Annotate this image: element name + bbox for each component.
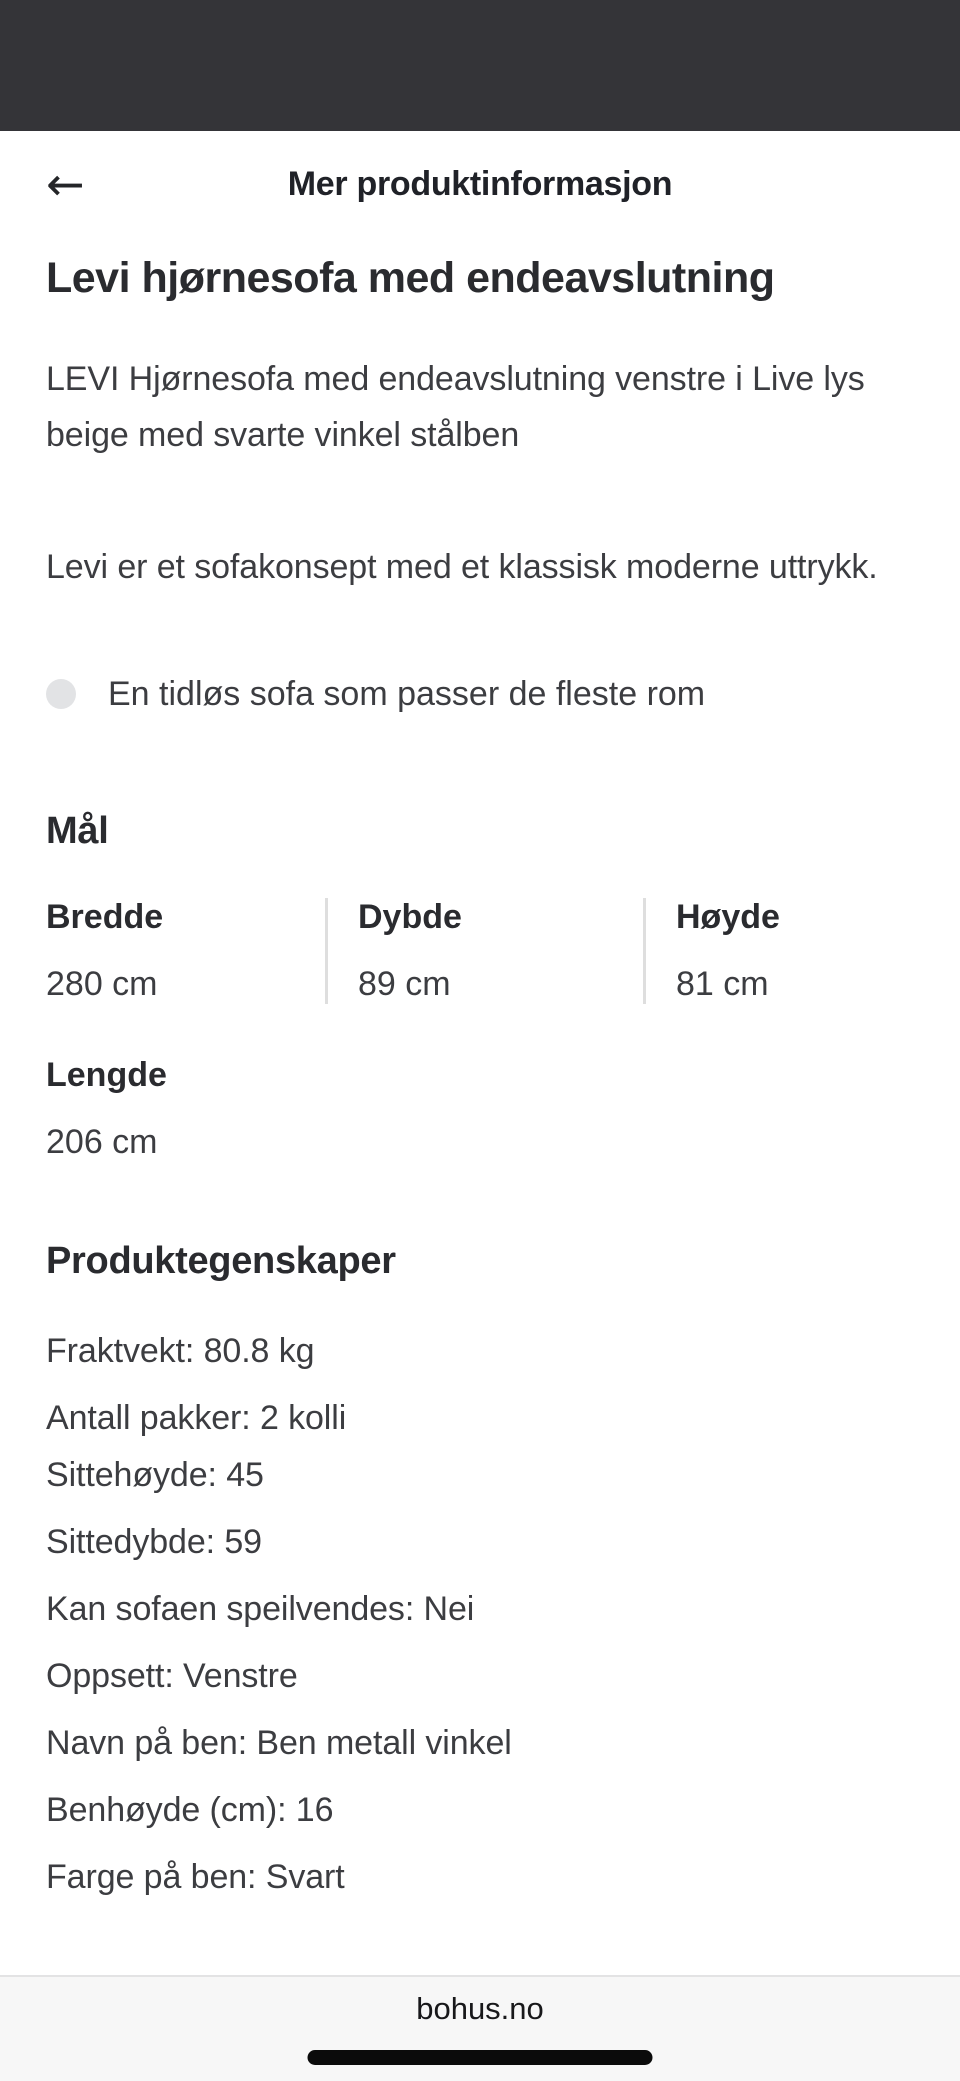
property-item: Oppsett: Venstre [46,1656,298,1695]
dimension-label: Bredde [46,897,164,936]
property-item: Antall pakker: 2 kolli [46,1398,347,1437]
dimension-label: Dybde [358,897,462,936]
property-item: Navn på ben: Ben metall vinkel [46,1723,512,1762]
feature-list [46,675,914,714]
property-item: Sittedybde: 59 [46,1522,262,1561]
product-info-panel [0,253,960,1896]
properties-heading: Produktegenskaper [46,1239,396,1282]
product-description-1: LEVI Hjørnesofa med endeavslutning venstre i Live lys beige med svarte vinkel stålben [46,359,865,454]
dimension-value: 280 cm [46,964,158,1003]
property-item: Fraktvekt: 80.8 kg [46,1331,315,1370]
product-title: Levi hjørnesofa med endeavslutning [46,254,775,302]
back-arrow-icon: ← [46,157,85,211]
browser-url[interactable]: bohus.no [416,1991,544,2026]
property-item: Farge på ben: Svart [46,1857,345,1896]
bullet-dot-icon [46,679,76,709]
dimension-label: Høyde [676,897,780,936]
feature-item [46,675,914,714]
header-title: Mer produktinformasjon [287,164,673,203]
property-list [46,1332,914,1896]
dimension-value: 206 cm [46,1122,158,1161]
browser-bar [0,1975,960,2081]
dimension-value: 81 cm [676,964,769,1003]
dimension-label: Lengde [46,1055,167,1094]
feature-text: En tidløs sofa som passer de fleste rom [108,674,706,713]
status-bar [0,0,960,131]
dimension-hoyde [643,898,914,1004]
property-item: Kan sofaen speilvendes: Nei [46,1589,475,1628]
home-indicator[interactable] [308,2050,653,2065]
back-button[interactable] [46,157,85,211]
dimension-value: 89 cm [358,964,451,1003]
dimensions-heading: Mål [46,809,109,852]
property-item: Sittehøyde: 45 [46,1455,264,1494]
product-description-2: Levi er et sofakonsept med et klassisk moderne uttrykk. [46,547,878,586]
dimensions-grid [46,898,914,1004]
dimension-bredde [46,898,325,1004]
dimension-dybde [325,898,643,1004]
property-item: Benhøyde (cm): 16 [46,1790,334,1829]
app-header [0,131,960,237]
dimension-lengde [46,1056,914,1162]
